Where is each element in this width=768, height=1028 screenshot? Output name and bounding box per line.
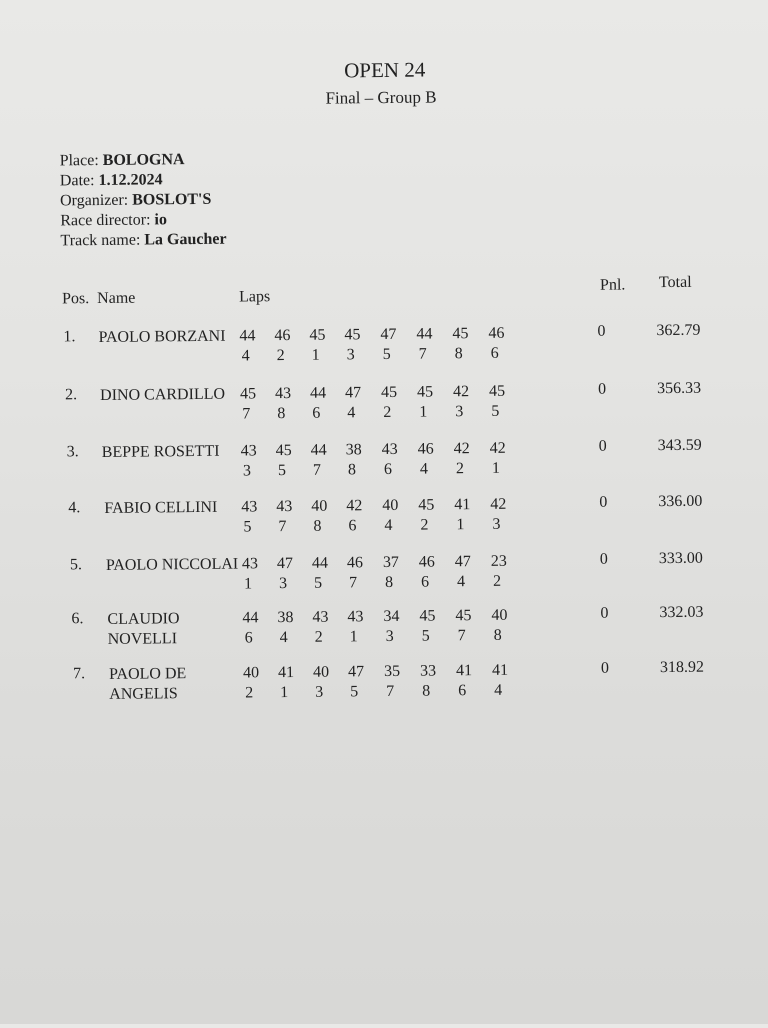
lap-count: 47 [454,553,471,571]
lane-number: 2 [276,347,285,365]
penalty: 0 [598,437,607,455]
lane-number: 4 [241,347,250,365]
page-title: OPEN 24 [344,57,426,83]
place-line [60,150,226,172]
lap-count: 41 [455,662,473,680]
penalty: 0 [599,550,608,568]
driver-name-line1: FABIO CELLINI [104,498,218,517]
lap-count: 38 [277,608,294,627]
lap-count: 46 [417,440,434,458]
lap-count: 44 [239,327,256,345]
lap-count: 46 [346,554,363,572]
lane-number: 5 [314,574,323,592]
driver-name-line1: PAOLO NICCOLAI [105,555,239,574]
lane-number: 1 [456,516,465,534]
lane-number: 1 [280,684,289,702]
lane-number: 8 [277,405,286,423]
lap-count: 45 [240,385,257,403]
total-score: 356.33 [656,379,702,398]
lap-count: 44 [310,441,327,459]
driver-name-line2: NOVELLI [107,630,178,648]
penalty: 0 [599,493,608,511]
driver-name-line1: CLAUDIO [107,610,180,628]
row-position: 6. [71,610,84,628]
lap-count: 43 [275,384,292,403]
lap-count: 40 [242,664,260,682]
lap-count: 42 [453,440,470,458]
lap-count: 46 [274,326,291,345]
driver-name [98,326,248,348]
total-score: 318.92 [659,658,705,677]
track-label: Track name: [60,231,141,250]
lane-number: 8 [385,573,394,592]
driver-name-line1: BEPPE ROSETTI [101,442,220,461]
lane-number: 8 [454,345,463,363]
lane-number: 3 [455,403,464,421]
lane-number: 7 [349,574,358,592]
lane-number: 7 [312,461,322,479]
lap-count: 41 [277,663,295,682]
lane-number: 2 [420,516,429,534]
penalty: 0 [600,604,609,622]
lap-count: 34 [383,607,400,626]
lane-number: 5 [243,518,252,536]
driver-name [102,441,252,463]
lap-count: 41 [454,496,471,514]
table-row [5,492,768,544]
lane-number: 1 [491,459,500,477]
lap-count: 45 [309,326,326,344]
lane-number: 3 [492,515,501,533]
row-position: 5. [69,556,82,574]
col-header-laps: Laps [239,288,271,306]
lap-count: 47 [347,663,365,681]
lane-number: 8 [493,626,502,644]
lap-count: 43 [240,442,257,460]
date-line [60,170,226,192]
date-label: Date: [59,172,95,190]
total-score: 333.00 [658,549,703,568]
organizer-value: BOSLOT'S [132,190,212,209]
director-value: io [154,211,168,229]
organizer-line [60,190,226,212]
lane-number: 3 [315,683,324,701]
table-row [3,321,768,373]
lane-number: 6 [490,344,499,362]
lane-number: 6 [458,682,467,700]
row-position: 4. [68,499,81,517]
lane-number: 6 [421,573,430,591]
col-header-total: Total [658,273,692,292]
table-row [6,549,768,601]
lap-count: 46 [418,553,435,571]
director-line [60,210,226,232]
penalty: 0 [597,380,607,398]
driver-name-line1: PAOLO BORZANI [98,327,226,347]
lap-count: 40 [312,663,330,681]
lane-number: 3 [279,575,288,593]
lap-count: 45 [275,441,292,460]
lap-count: 43 [241,555,258,573]
total-score: 362.79 [656,321,701,340]
lane-number: 7 [457,627,466,645]
lane-number: 3 [346,346,355,364]
lap-count: 43 [347,608,364,626]
organizer-label: Organizer: [59,191,129,210]
lap-count: 42 [346,497,363,515]
lap-count: 35 [383,662,401,681]
lane-number: 8 [313,517,322,535]
table-row [6,603,768,655]
race-info [60,150,227,252]
col-header-pnl: Pnl. [599,276,626,294]
total-score: 343.59 [657,436,702,455]
penalty: 0 [597,322,606,340]
lane-number: 4 [494,681,503,699]
lap-count: 37 [382,553,399,572]
lane-number: 5 [491,402,500,420]
lane-number: 6 [312,404,321,422]
total-score: 332.03 [659,603,704,622]
lane-number: 3 [242,462,252,480]
lap-count: 45 [455,607,472,625]
total-score: 336.00 [658,492,703,511]
lane-number: 2 [493,572,502,590]
lane-number: 6 [348,517,357,535]
lap-count: 43 [241,498,258,516]
col-header-pos: Pos. [62,290,90,308]
lane-number: 5 [382,345,391,364]
place-label: Place: [59,151,99,170]
lap-count: 45 [417,383,434,401]
lane-number: 5 [277,462,287,480]
lap-count: 47 [276,554,293,573]
lane-number: 4 [279,629,288,647]
lane-number: 4 [347,404,356,422]
lane-number: 2 [383,403,392,422]
lane-number: 1 [419,403,428,421]
lap-count: 45 [489,382,506,400]
row-position: 2. [65,386,78,404]
lane-number: 6 [244,629,253,647]
lap-count: 45 [344,326,361,344]
lap-count: 40 [311,497,328,515]
row-position: 1. [63,328,76,346]
lap-count: 33 [419,662,437,680]
lane-number: 5 [421,627,430,645]
lap-count: 42 [453,383,470,401]
lap-count: 23 [490,552,507,570]
lap-count: 44 [311,554,328,572]
lane-number: 8 [422,682,431,700]
place-value: BOLOGNA [102,151,185,169]
lane-number: 1 [349,628,358,646]
lap-count: 40 [382,496,399,515]
lap-count: 47 [380,325,397,344]
lap-count: 44 [416,325,433,343]
lap-count: 45 [452,325,469,343]
lane-number: 7 [418,345,427,363]
lane-number: 4 [419,460,429,478]
date-value: 1.12.2024 [98,171,163,189]
lane-number: 7 [242,405,251,423]
lane-number: 5 [350,683,359,701]
lane-number: 8 [347,461,357,479]
driver-name-line1: DINO CARDILLO [100,385,226,404]
lap-count: 45 [381,383,398,402]
lap-count: 44 [242,609,259,627]
table-row [5,436,768,488]
driver-name [107,608,257,650]
lane-number: 1 [244,575,253,593]
lap-count: 42 [489,439,506,457]
lane-number: 3 [385,627,394,646]
lane-number: 4 [457,573,466,591]
lane-number: 7 [386,682,395,701]
lap-count: 45 [419,607,436,625]
lap-count: 43 [381,440,398,459]
driver-name-line1: PAOLO DE [108,665,187,683]
table-row [4,379,768,431]
lap-count: 43 [312,608,329,626]
lap-count: 45 [418,496,435,514]
lap-count: 40 [491,606,508,624]
lap-count: 44 [310,384,327,402]
lane-number: 1 [311,346,320,364]
driver-name [106,554,256,576]
row-position: 7. [72,665,86,683]
row-position: 3. [66,443,79,461]
col-header-name: Name [97,289,136,308]
lap-count: 43 [276,497,293,516]
penalty: 0 [600,659,610,677]
lap-count: 41 [491,661,509,679]
table-row [7,658,768,710]
lane-number: 2 [314,628,323,646]
driver-name [104,497,254,519]
lap-count: 46 [488,324,505,342]
lane-number: 6 [383,460,393,479]
lap-count: 47 [345,384,362,402]
lap-count: 42 [490,495,507,513]
director-label: Race director: [60,211,151,230]
driver-name [100,384,250,406]
driver-name [109,663,259,705]
lane-number: 4 [384,516,393,535]
driver-name-line2: ANGELIS [109,685,178,703]
track-line [60,230,226,252]
track-value: La Gaucher [144,230,227,249]
lane-number: 2 [245,684,254,702]
lap-count: 38 [345,441,362,459]
page-subtitle: Final – Group B [325,87,437,108]
lane-number: 2 [455,460,465,478]
lane-number: 7 [278,518,287,536]
